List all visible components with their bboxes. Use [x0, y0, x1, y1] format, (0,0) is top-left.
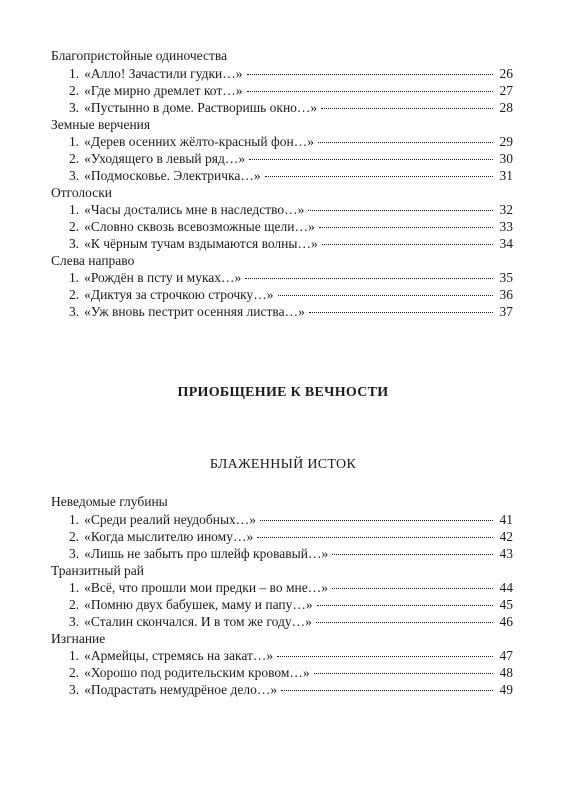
- entry-number: 2.: [69, 287, 80, 302]
- entry-number: 1.: [69, 580, 80, 595]
- entry-title: «Диктуя за строчкою строчку…»: [84, 287, 274, 302]
- toc-entry: [69, 303, 513, 320]
- entry-number: 1.: [69, 648, 80, 663]
- entry-page: 32: [499, 202, 513, 217]
- entry-title: «Помню двух бабушек, маму и папу…»: [84, 597, 313, 612]
- toc-entry: [69, 613, 513, 630]
- entry-title: «Где мирно дремлет кот…»: [84, 83, 243, 98]
- leader-dots: [309, 311, 493, 313]
- toc-heading: Слева направо: [51, 253, 135, 268]
- toc-entry: [69, 65, 513, 82]
- entry-number: 2.: [69, 597, 80, 612]
- toc-entry: [69, 596, 513, 613]
- toc-entry: [69, 99, 513, 116]
- toc-heading: Транзитный рай: [51, 563, 145, 578]
- toc-bottom: [51, 493, 513, 697]
- entry-number: 2.: [69, 83, 80, 98]
- entry-number: 1.: [69, 270, 80, 285]
- leader-dots: [332, 553, 493, 555]
- entry-number: 2.: [69, 529, 80, 544]
- entry-page: 28: [499, 100, 513, 115]
- toc-entry: [69, 82, 513, 99]
- entry-page: 49: [499, 682, 513, 697]
- entry-title: «Алло! Зачастили гудки…»: [84, 66, 243, 81]
- leader-dots: [260, 519, 493, 521]
- entry-title: «Уходящего в левый ряд…»: [84, 151, 246, 166]
- leader-dots: [277, 655, 493, 657]
- subsection-title: БЛАЖЕННЫЙ ИСТОК: [209, 457, 357, 472]
- entry-number: 3.: [69, 546, 80, 561]
- entry-title: «Пустынно в доме. Растворишь окно…»: [84, 100, 318, 115]
- toc-entry: [69, 235, 513, 252]
- toc-entry: [69, 664, 513, 681]
- leader-dots: [332, 587, 493, 589]
- toc-entry: [69, 133, 513, 150]
- toc-entry: [69, 528, 513, 545]
- entry-number: 1.: [69, 66, 80, 81]
- entry-page: 30: [499, 151, 513, 166]
- toc-entry: [69, 545, 513, 562]
- entry-title: «Словно сквозь всевозможные щели…»: [84, 219, 315, 234]
- toc-heading: Изгнание: [51, 631, 106, 646]
- entry-page: 34: [499, 236, 513, 251]
- entry-title: «Рождён в псту и муках…»: [84, 270, 242, 285]
- toc-top: [51, 47, 513, 317]
- entry-number: 3.: [69, 614, 80, 629]
- entry-page: 47: [499, 648, 513, 663]
- toc-entry: [69, 167, 513, 184]
- entry-page: 42: [499, 529, 513, 544]
- entry-title: «Уж вновь пестрит осенняя листва…»: [84, 304, 305, 319]
- entry-title: «Всё, что прошли мои предки – во мне…»: [84, 580, 328, 595]
- entry-page: 29: [499, 134, 513, 149]
- toc-entry: [69, 218, 513, 235]
- entry-title: «Лишь не забыть про шлейф кровавый…»: [84, 546, 329, 561]
- entry-page: 48: [499, 665, 513, 680]
- entry-number: 3.: [69, 682, 80, 697]
- entry-title: «Хорошо под родительским кровом…»: [84, 665, 310, 680]
- entry-number: 3.: [69, 100, 80, 115]
- leader-dots: [318, 141, 493, 143]
- entry-number: 2.: [69, 151, 80, 166]
- leader-dots: [308, 209, 493, 211]
- leader-dots: [314, 672, 493, 674]
- toc-heading: Отголоски: [51, 185, 113, 200]
- leader-dots: [321, 107, 493, 109]
- leader-dots: [278, 294, 493, 296]
- leader-dots: [281, 689, 493, 691]
- entry-page: 46: [499, 614, 513, 629]
- entry-page: 27: [499, 83, 513, 98]
- entry-title: «Армейцы, стремясь на закат…»: [84, 648, 274, 663]
- leader-dots: [257, 536, 493, 538]
- leader-dots: [319, 226, 493, 228]
- entry-title: «Дерев осенних жёлто-красный фон…»: [84, 134, 314, 149]
- entry-page: 36: [499, 287, 513, 302]
- toc-entry: [69, 286, 513, 303]
- entry-page: 33: [499, 219, 513, 234]
- entry-title: «Часы достались мне в наследство…»: [84, 202, 305, 217]
- entry-page: 45: [499, 597, 513, 612]
- leader-dots: [322, 243, 493, 245]
- entry-number: 2.: [69, 665, 80, 680]
- toc-heading: Благопристойные одиночества: [51, 48, 228, 63]
- entry-title: «Подрастать немудрёное дело…»: [84, 682, 278, 697]
- entry-number: 1.: [69, 512, 80, 527]
- leader-dots: [249, 158, 493, 160]
- leader-dots: [316, 621, 493, 623]
- entry-title: «Подмосковье. Электричка…»: [84, 168, 261, 183]
- entry-number: 1.: [69, 202, 80, 217]
- leader-dots: [265, 175, 493, 177]
- entry-title: «Среди реалий неудобных…»: [84, 512, 257, 527]
- leader-dots: [247, 73, 493, 75]
- toc-entry: [69, 150, 513, 167]
- leader-dots: [247, 90, 493, 92]
- entry-title: «Сталин скончался. И в том же году…»: [84, 614, 312, 629]
- toc-entry: [69, 681, 513, 698]
- entry-number: 3.: [69, 236, 80, 251]
- toc-entry: [69, 269, 513, 286]
- entry-number: 3.: [69, 304, 80, 319]
- entry-page: 31: [499, 168, 513, 183]
- entry-page: 37: [499, 304, 513, 319]
- entry-number: 1.: [69, 134, 80, 149]
- section-title: ПРИОБЩЕНИЕ К ВЕЧНОСТИ: [177, 385, 389, 400]
- entry-title: «Когда мыслителю иному…»: [84, 529, 254, 544]
- entry-page: 26: [499, 66, 513, 81]
- leader-dots: [317, 604, 493, 606]
- toc-entry: [69, 511, 513, 528]
- toc-entry: [69, 579, 513, 596]
- entry-number: 3.: [69, 168, 80, 183]
- leader-dots: [245, 277, 493, 279]
- toc-entry: [69, 647, 513, 664]
- entry-number: 2.: [69, 219, 80, 234]
- entry-page: 43: [499, 546, 513, 561]
- toc-heading: Земные верчения: [51, 117, 151, 132]
- entry-page: 41: [499, 512, 513, 527]
- toc-entry: [69, 201, 513, 218]
- entry-title: «К чёрным тучам вздымаются волны…»: [84, 236, 318, 251]
- toc-heading: Неведомые глубины: [51, 494, 168, 509]
- entry-page: 35: [499, 270, 513, 285]
- entry-page: 44: [499, 580, 513, 595]
